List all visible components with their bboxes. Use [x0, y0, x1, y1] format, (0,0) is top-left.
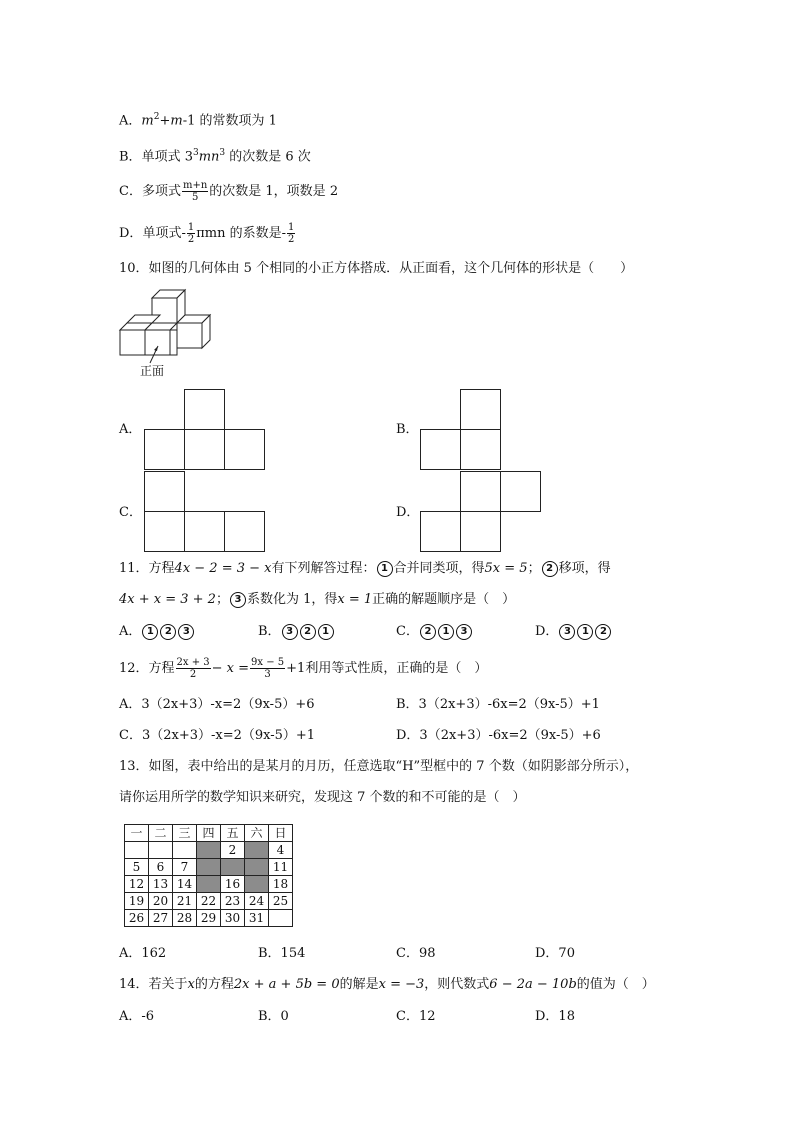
q13-stem-line-2: 请你运用所学的数学知识来研究，发现这 7 个数的和不可能的是（ ）	[119, 790, 526, 805]
q11-option-b: B． 3 2 1	[258, 623, 335, 641]
calendar-header: 六	[245, 825, 269, 842]
calendar-cell: 28	[173, 910, 197, 927]
q11-option-d: D． 3 1 2	[535, 623, 612, 641]
calendar-cell-shaded	[197, 859, 221, 876]
q12-option-b: B．3（2x+3）-6x=2（9x-5）+1	[396, 697, 600, 712]
calendar-cell-shaded	[197, 876, 221, 893]
calendar-cell-shaded	[197, 842, 221, 859]
calendar-cell: 22	[197, 893, 221, 910]
calendar-cell: 24	[245, 893, 269, 910]
q9-option-d: D．单项式- $\frac{1}{2}$ πmn 的系数是- $\frac{1}{2}$	[119, 222, 295, 245]
calendar-cell	[125, 842, 149, 859]
q14-option-c: C．12	[396, 1009, 436, 1024]
q12-stem: 12．方程 $\frac{2x + 3}{2}$ − x = $\frac{9x - 5}{3}$ +1利用等式性质，正确的是（ ）	[119, 657, 488, 680]
calendar-row	[125, 910, 293, 927]
calendar-cell: 14	[173, 876, 197, 893]
q14-stem: 14．若关于x的方程2x + a + 5b = 0的解是x = −3，则代数式6 − 2a − 10b的值为（ ）	[119, 977, 655, 992]
calendar-cell-shaded	[245, 859, 269, 876]
calendar-row	[125, 842, 293, 859]
calendar-header: 四	[197, 825, 221, 842]
calendar-table	[124, 824, 293, 927]
calendar-header: 五	[221, 825, 245, 842]
q11-option-a: A． 1 2 3	[119, 623, 195, 641]
calendar-header: 一	[125, 825, 149, 842]
calendar-cell: 5	[125, 859, 149, 876]
calendar-cell: 18	[269, 876, 293, 893]
q12-option-c: C．3（2x+3）-x=2（9x-5）+1	[119, 728, 316, 743]
q11-option-c: C． 2 1 3	[396, 623, 473, 641]
calendar-cell: 21	[173, 893, 197, 910]
q9-option-b: B．单项式 $3^3mn^3$ 的次数是 6 次	[119, 148, 311, 165]
calendar-cell: 31	[245, 910, 269, 927]
calendar-cell: 7	[173, 859, 197, 876]
calendar-cell	[173, 842, 197, 859]
calendar-cell-shaded	[245, 876, 269, 893]
q14-option-b: B．0	[258, 1009, 289, 1024]
q10-option-d-label: D．	[396, 505, 420, 520]
calendar-cell: 12	[125, 876, 149, 893]
cube-stack-figure	[118, 290, 218, 365]
calendar-header: 三	[173, 825, 197, 842]
calendar-cell	[269, 910, 293, 927]
calendar-cell: 19	[125, 893, 149, 910]
q11-line-2: 4x + x = 3 + 2； 3 系数化为 1，得x = 1正确的解题顺序是（ ）	[119, 592, 516, 607]
calendar-cell: 6	[149, 859, 173, 876]
q10-stem: 10．如图的几何体由 5 个相同的小正方体搭成．从正面看，这个几何体的形状是（ ）	[119, 261, 634, 276]
calendar-header: 二	[149, 825, 173, 842]
calendar-cell: 11	[269, 859, 293, 876]
q14-option-d: D．18	[535, 1009, 575, 1024]
q11-line-1: 11．方程4x − 2 = 3 − x有下列解答过程： 1 合并同类项，得5x = 5； 2 移项，得	[119, 561, 611, 576]
calendar-cell: 20	[149, 893, 173, 910]
calendar-cell: 16	[221, 876, 245, 893]
q10-option-d-figure	[420, 471, 542, 553]
calendar-cell: 2	[221, 842, 245, 859]
q12-option-d: D．3（2x+3）-6x=2（9x-5）+6	[396, 728, 601, 743]
q13-option-a: A．162	[119, 946, 167, 961]
calendar-cell-shaded	[221, 859, 245, 876]
calendar-row	[125, 893, 293, 910]
calendar-cell: 4	[269, 842, 293, 859]
q13-option-b: B．154	[258, 946, 306, 961]
calendar-cell-shaded	[245, 842, 269, 859]
q13-option-d: D．70	[535, 946, 575, 961]
q10-option-b-figure	[420, 389, 502, 471]
calendar-cell: 26	[125, 910, 149, 927]
q10-option-a-label: A．	[119, 422, 142, 437]
q10-option-b-label: B．	[396, 422, 419, 437]
q10-option-c-figure	[144, 471, 266, 553]
calendar-cell: 27	[149, 910, 173, 927]
q9-option-a: A．$m^2+m-1$ 的常数项为 1	[119, 112, 277, 129]
q12-option-a: A．3（2x+3）-x=2（9x-5）+6	[119, 697, 315, 712]
calendar-header: 日	[269, 825, 293, 842]
q9-option-c: C．多项式 $\frac{m+n}{5}$ 的次数是 1，项数是 2	[119, 180, 339, 203]
calendar-cell: 29	[197, 910, 221, 927]
calendar-cell: 23	[221, 893, 245, 910]
q10-option-c-label: C．	[119, 505, 142, 520]
q10-option-a-figure	[144, 389, 266, 471]
calendar-row	[125, 859, 293, 876]
calendar-header-row	[125, 825, 293, 842]
calendar-cell: 25	[269, 893, 293, 910]
calendar-row	[125, 876, 293, 893]
q14-option-a: A．-6	[119, 1009, 155, 1024]
calendar-cell: 13	[149, 876, 173, 893]
q13-option-c: C．98	[396, 946, 436, 961]
calendar-cell: 30	[221, 910, 245, 927]
calendar-cell	[149, 842, 173, 859]
q13-stem-line-1: 13．如图，表中给出的是某月的月历，任意选取“H”型框中的 7 个数（如阴影部分所示），	[119, 759, 639, 774]
front-label: 正面	[140, 364, 165, 378]
